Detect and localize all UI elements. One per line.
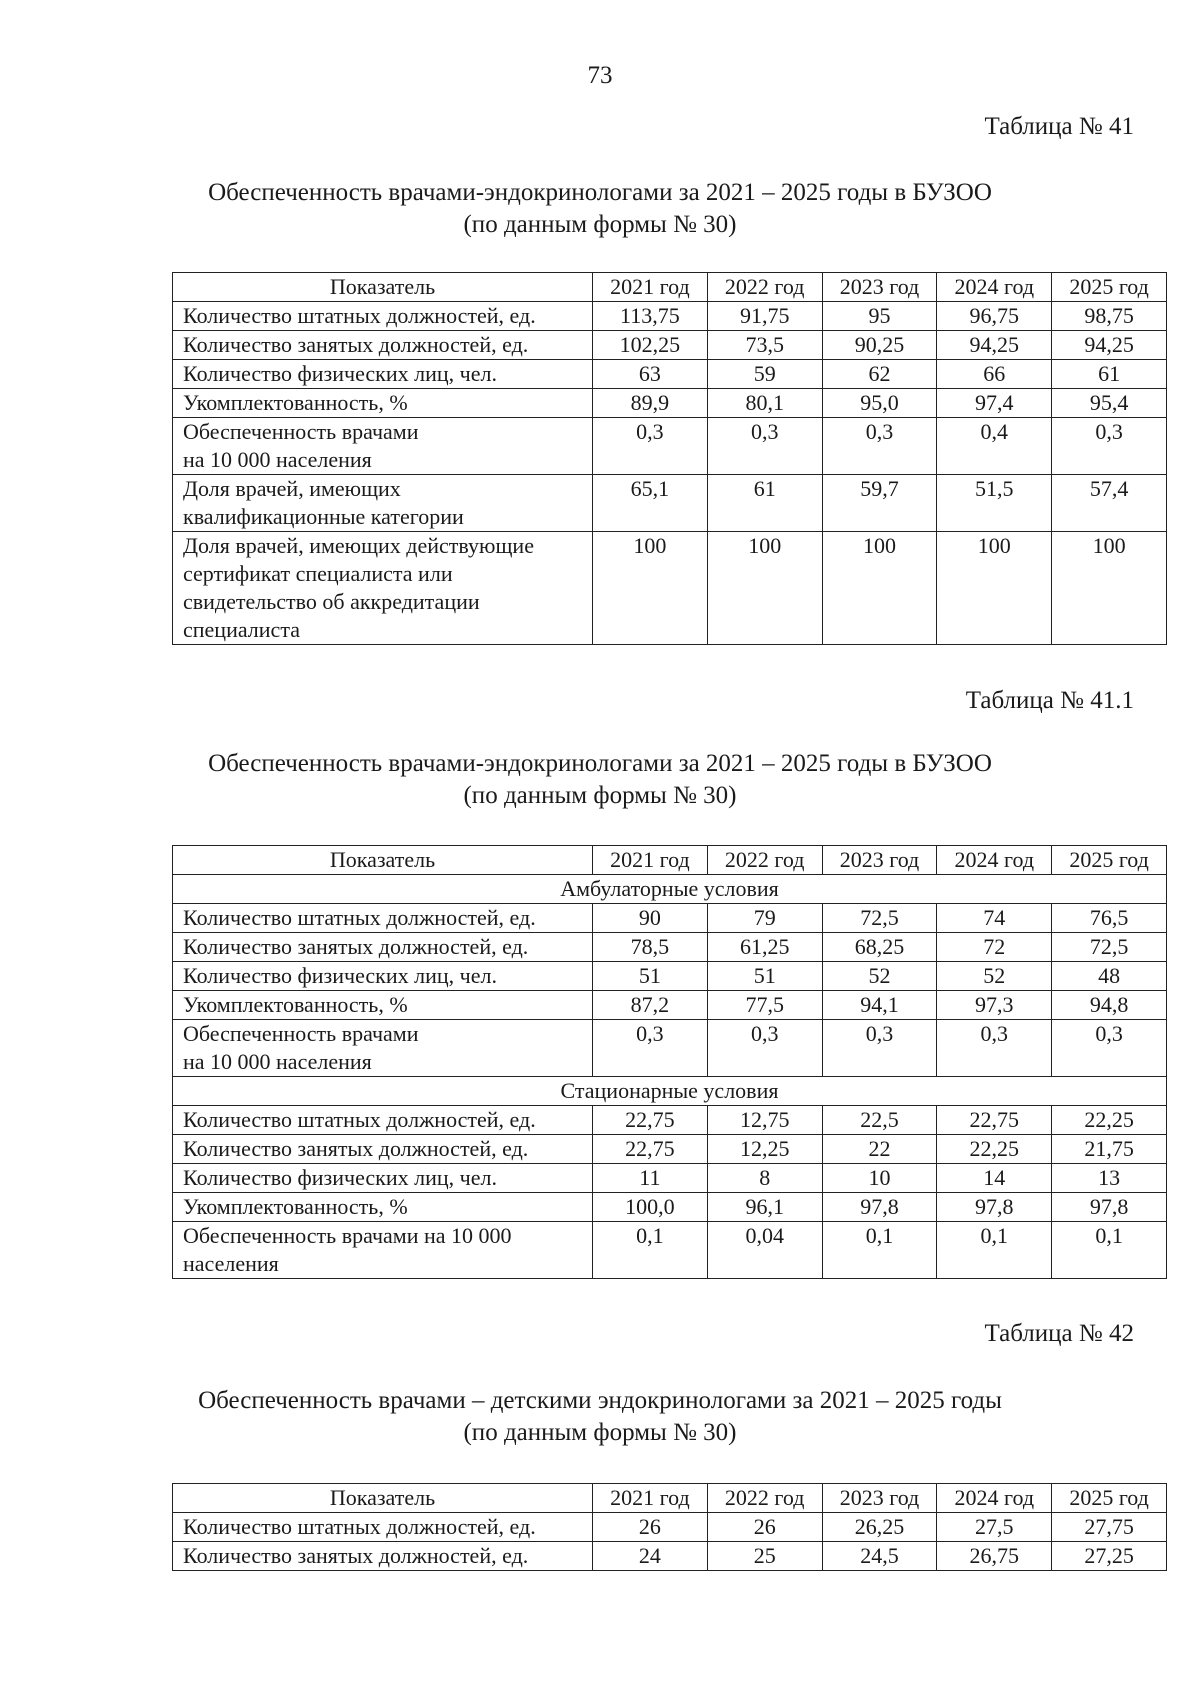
row-label-line: Доля врачей, имеющих действующие [183, 533, 534, 558]
cell-value: 24 [593, 1542, 708, 1571]
row-label-line: квалификационные категории [183, 504, 464, 529]
cell-value: 61 [1052, 360, 1167, 389]
table-row [173, 1222, 1167, 1279]
title-line: Обеспеченность врачами-эндокринологами за 2021 – 2025 годы в БУЗОО [208, 179, 992, 206]
header-year: 2023 год [822, 846, 937, 875]
table-41-1-label: Таблица № 41.1 [965, 687, 1134, 714]
table-41 [172, 272, 1167, 645]
table-row [173, 475, 1167, 532]
cell-value: 10 [822, 1164, 937, 1193]
cell-value: 61,25 [707, 933, 822, 962]
cell-value: 59,7 [822, 475, 937, 532]
cell-value: 0,3 [1052, 1020, 1167, 1077]
header-row [173, 273, 1167, 302]
cell-value: 87,2 [593, 991, 708, 1020]
table-row [173, 1542, 1167, 1571]
cell-value: 100 [707, 532, 822, 645]
table-41-title [0, 177, 1200, 241]
cell-value: 63 [593, 360, 708, 389]
cell-value: 22,75 [593, 1135, 708, 1164]
cell-value: 0,1 [937, 1222, 1052, 1279]
cell-value: 22,75 [593, 1106, 708, 1135]
title-line: (по данным формы № 30) [463, 782, 737, 809]
cell-value: 89,9 [593, 389, 708, 418]
section-row [173, 1077, 1167, 1106]
cell-value: 98,75 [1052, 302, 1167, 331]
header-year: 2024 год [937, 846, 1052, 875]
table-row [173, 933, 1167, 962]
cell-value: 113,75 [593, 302, 708, 331]
row-label: Количество штатных должностей, ед. [173, 904, 593, 933]
cell-value: 96,1 [707, 1193, 822, 1222]
cell-value: 102,25 [593, 331, 708, 360]
cell-value: 11 [593, 1164, 708, 1193]
cell-value: 97,8 [1052, 1193, 1167, 1222]
table-42 [172, 1483, 1167, 1571]
row-label [173, 1222, 593, 1279]
cell-value: 97,4 [937, 389, 1052, 418]
row-label-line: специалиста [183, 617, 300, 642]
cell-value: 52 [822, 962, 937, 991]
table-row [173, 532, 1167, 645]
cell-value: 26,75 [937, 1542, 1052, 1571]
cell-value: 0,3 [1052, 418, 1167, 475]
row-label-line: на 10 000 населения [183, 1049, 372, 1074]
section-title-inpatient: Стационарные условия [173, 1077, 1167, 1106]
cell-value: 95 [822, 302, 937, 331]
cell-value: 94,25 [937, 331, 1052, 360]
row-label: Количество занятых должностей, ед. [173, 331, 593, 360]
cell-value: 65,1 [593, 475, 708, 532]
row-label-line: на 10 000 населения [183, 447, 372, 472]
cell-value: 0,1 [822, 1222, 937, 1279]
table-42-label: Таблица № 42 [984, 1320, 1134, 1347]
header-year: 2025 год [1052, 1484, 1167, 1513]
row-label-line: сертификат специалиста или [183, 561, 453, 586]
row-label: Количество физических лиц, чел. [173, 1164, 593, 1193]
row-label-line: Обеспеченность врачами на 10 000 [183, 1223, 512, 1248]
table-row [173, 389, 1167, 418]
cell-value: 12,75 [707, 1106, 822, 1135]
cell-value: 74 [937, 904, 1052, 933]
cell-value: 52 [937, 962, 1052, 991]
header-row [173, 1484, 1167, 1513]
row-label-line: населения [183, 1251, 279, 1276]
table-row [173, 331, 1167, 360]
cell-value: 0,3 [822, 1020, 937, 1077]
cell-value: 26 [593, 1513, 708, 1542]
header-indicator: Показатель [173, 846, 593, 875]
row-label: Количество физических лиц, чел. [173, 962, 593, 991]
cell-value: 0,04 [707, 1222, 822, 1279]
table-41-1-title [0, 748, 1200, 812]
cell-value: 22,5 [822, 1106, 937, 1135]
cell-value: 72 [937, 933, 1052, 962]
header-year: 2022 год [707, 1484, 822, 1513]
cell-value: 26 [707, 1513, 822, 1542]
row-label: Количество физических лиц, чел. [173, 360, 593, 389]
row-label-line: свидетельство об аккредитации [183, 589, 480, 614]
header-year: 2024 год [937, 1484, 1052, 1513]
row-label: Укомплектованность, % [173, 991, 593, 1020]
header-year: 2023 год [822, 1484, 937, 1513]
cell-value: 27,75 [1052, 1513, 1167, 1542]
title-line: (по данным формы № 30) [463, 1419, 737, 1446]
table-row [173, 302, 1167, 331]
cell-value: 27,25 [1052, 1542, 1167, 1571]
row-label: Количество штатных должностей, ед. [173, 1106, 593, 1135]
header-indicator: Показатель [173, 273, 593, 302]
cell-value: 94,1 [822, 991, 937, 1020]
cell-value: 100 [593, 532, 708, 645]
cell-value: 22 [822, 1135, 937, 1164]
header-year: 2023 год [822, 273, 937, 302]
row-label: Количество штатных должностей, ед. [173, 1513, 593, 1542]
cell-value: 22,25 [937, 1135, 1052, 1164]
row-label: Укомплектованность, % [173, 1193, 593, 1222]
row-label [173, 1020, 593, 1077]
table-row [173, 1164, 1167, 1193]
table-row [173, 1106, 1167, 1135]
row-label-line: Доля врачей, имеющих [183, 476, 401, 501]
cell-value: 80,1 [707, 389, 822, 418]
row-label: Количество штатных должностей, ед. [173, 302, 593, 331]
row-label: Количество занятых должностей, ед. [173, 1542, 593, 1571]
cell-value: 26,25 [822, 1513, 937, 1542]
cell-value: 97,8 [937, 1193, 1052, 1222]
header-row [173, 846, 1167, 875]
cell-value: 61 [707, 475, 822, 532]
table-row [173, 904, 1167, 933]
row-label: Количество занятых должностей, ед. [173, 933, 593, 962]
table-row [173, 1020, 1167, 1077]
cell-value: 0,1 [593, 1222, 708, 1279]
header-year: 2024 год [937, 273, 1052, 302]
title-line: (по данным формы № 30) [463, 211, 737, 238]
table-row [173, 1193, 1167, 1222]
cell-value: 8 [707, 1164, 822, 1193]
cell-value: 100,0 [593, 1193, 708, 1222]
cell-value: 94,25 [1052, 331, 1167, 360]
cell-value: 72,5 [822, 904, 937, 933]
section-title-ambulatory: Амбулаторные условия [173, 875, 1167, 904]
table-row [173, 1513, 1167, 1542]
cell-value: 62 [822, 360, 937, 389]
cell-value: 68,25 [822, 933, 937, 962]
cell-value: 25 [707, 1542, 822, 1571]
header-indicator: Показатель [173, 1484, 593, 1513]
cell-value: 76,5 [1052, 904, 1167, 933]
table-row [173, 962, 1167, 991]
cell-value: 97,8 [822, 1193, 937, 1222]
row-label: Количество занятых должностей, ед. [173, 1135, 593, 1164]
cell-value: 22,25 [1052, 1106, 1167, 1135]
cell-value: 95,0 [822, 389, 937, 418]
cell-value: 0,3 [707, 418, 822, 475]
row-label [173, 418, 593, 475]
cell-value: 59 [707, 360, 822, 389]
cell-value: 72,5 [1052, 933, 1167, 962]
header-year: 2022 год [707, 273, 822, 302]
cell-value: 57,4 [1052, 475, 1167, 532]
table-row [173, 1135, 1167, 1164]
table-row [173, 418, 1167, 475]
cell-value: 66 [937, 360, 1052, 389]
cell-value: 97,3 [937, 991, 1052, 1020]
header-year: 2021 год [593, 1484, 708, 1513]
cell-value: 100 [1052, 532, 1167, 645]
cell-value: 79 [707, 904, 822, 933]
cell-value: 78,5 [593, 933, 708, 962]
cell-value: 90,25 [822, 331, 937, 360]
cell-value: 0,3 [593, 1020, 708, 1077]
header-year: 2022 год [707, 846, 822, 875]
header-year: 2025 год [1052, 273, 1167, 302]
cell-value: 51,5 [937, 475, 1052, 532]
title-line: Обеспеченность врачами-эндокринологами за 2021 – 2025 годы в БУЗОО [208, 750, 992, 777]
cell-value: 100 [937, 532, 1052, 645]
cell-value: 0,3 [707, 1020, 822, 1077]
cell-value: 77,5 [707, 991, 822, 1020]
header-year: 2021 год [593, 846, 708, 875]
cell-value: 90 [593, 904, 708, 933]
table-41-label: Таблица № 41 [984, 113, 1134, 140]
cell-value: 27,5 [937, 1513, 1052, 1542]
page-number: 73 [587, 62, 613, 89]
cell-value: 91,75 [707, 302, 822, 331]
cell-value: 12,25 [707, 1135, 822, 1164]
cell-value: 73,5 [707, 331, 822, 360]
cell-value: 48 [1052, 962, 1167, 991]
cell-value: 0,1 [1052, 1222, 1167, 1279]
row-label [173, 532, 593, 645]
table-42-title [0, 1385, 1200, 1449]
cell-value: 0,3 [937, 1020, 1052, 1077]
header-year: 2021 год [593, 273, 708, 302]
cell-value: 0,3 [593, 418, 708, 475]
section-row [173, 875, 1167, 904]
cell-value: 21,75 [1052, 1135, 1167, 1164]
cell-value: 0,3 [822, 418, 937, 475]
table-row [173, 991, 1167, 1020]
cell-value: 94,8 [1052, 991, 1167, 1020]
row-label: Укомплектованность, % [173, 389, 593, 418]
cell-value: 14 [937, 1164, 1052, 1193]
cell-value: 51 [707, 962, 822, 991]
cell-value: 95,4 [1052, 389, 1167, 418]
row-label-line: Обеспеченность врачами [183, 419, 419, 444]
row-label-line: Обеспеченность врачами [183, 1021, 419, 1046]
header-year: 2025 год [1052, 846, 1167, 875]
cell-value: 51 [593, 962, 708, 991]
table-41-1 [172, 845, 1167, 1279]
cell-value: 13 [1052, 1164, 1167, 1193]
cell-value: 100 [822, 532, 937, 645]
cell-value: 0,4 [937, 418, 1052, 475]
row-label [173, 475, 593, 532]
cell-value: 22,75 [937, 1106, 1052, 1135]
title-line: Обеспеченность врачами – детскими эндокринологами за 2021 – 2025 годы [198, 1387, 1002, 1414]
cell-value: 96,75 [937, 302, 1052, 331]
table-row [173, 360, 1167, 389]
cell-value: 24,5 [822, 1542, 937, 1571]
